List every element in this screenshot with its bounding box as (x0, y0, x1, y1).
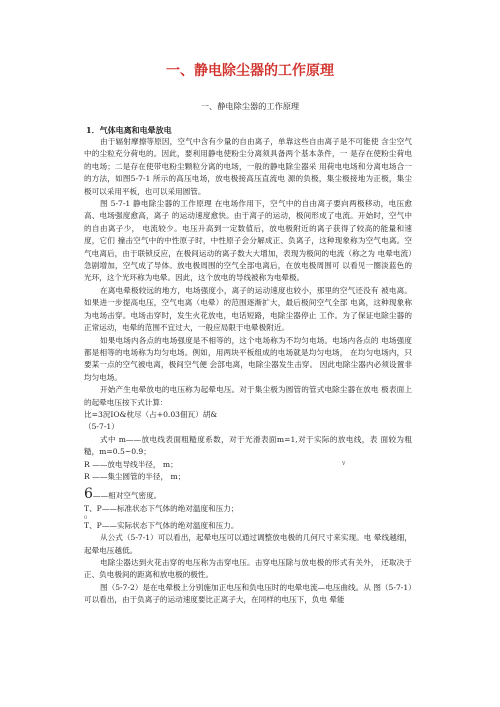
paragraph: 如果电场内各点的电场强度是不相等的，这个电场称为不均匀电场。电场内各点的 电场强度都是相等的电场称为均匀电场。例如，用两块平板组成的电场就是均匀电场， 在均匀电场内，只要某一点的空气被电离，极间空气便 会部电离，电除尘器发生击穿。 因此电除尘器内必须设置非均匀电场。 (84, 335, 412, 382)
paragraph: 开始产生电晕放电的电压称为起晕电压。对于集尘极为圆管的管式电除尘器在放电 极表面上的起晕电压按下式计算： (84, 385, 412, 407)
definition-line: T、P——标准状态下气体的绝对温度和压力； (84, 504, 239, 514)
delta-symbol: 6 (84, 486, 93, 503)
formula: 比=3況IO&枕尽（占+0.03佃瓦）胡& (84, 409, 218, 419)
section-subtitle: 一、静电除尘器的工作原理 (200, 101, 300, 111)
small-mark: 0 (84, 514, 88, 521)
definition-line: T、P——实际状态下气体的绝对温度和压力。 (84, 520, 239, 530)
formula-mark: v (342, 460, 346, 467)
definition-text: ——相对空气密度。 (92, 491, 162, 501)
document-title: 一、静电除尘器的工作原理 (166, 63, 334, 79)
document-body (84, 136, 412, 607)
definition-line: R ——集尘圆管的半径， m； (84, 471, 186, 481)
paragraph: 从公式（5-7-1）可以看出，起晕电压可以通过调整放电极的几何尺寸来实现。电 晕线越细，起晕电压越低。 (84, 533, 412, 555)
paragraph: 在离电晕极较远的地方，电场强度小，离子的运动速度也较小，那里的空气还没有 被电离。如果进一步提高电压，空气电离（电晕）的范围逐渐扩大，最后极间空气全部 电离，这种现象称为电场击穿。电场击穿时，发生火花放电，电话短路，电除尘器停止 工作。为了保证电除尘器的正常运动，电晕的范围不宜过大，一般应局限于电晕极附近。 (84, 285, 412, 333)
paragraph: 式中 m——放电线表面粗糙度系数，对于光滑表面m=1,对于实际的放电线，表 面较为粗糙，m=0.5~0.9； (84, 434, 412, 457)
section-heading: 1．气体电离和电晕放电 (86, 125, 172, 135)
equation-number: （5-7-1） (84, 422, 119, 432)
paragraph: 电除尘器达到火花击穿的电压称为击穿电压。击穿电压除与放电极的形式有关外， 还取决于正、负电极间的距离和放电极的极性。 (84, 558, 412, 580)
definition-line: R ——放电导线半径， m； (84, 459, 178, 469)
paragraph: 由于辐射摩擦等原因，空气中含有少量的自由离子，单靠这些自由离子是不可能使 含尘空气中的尘粒充分荷电的。因此，要利用静电使粉尘分离须具备两个基本条件，一 是存在使粉尘荷电的电场；二是存在使带电粉尘颗粒分离的电场，一般的静电除尘器采 用荷电电场和分离电场合一的方法，如图5-7-1 所示的高压电场，放电极接高压直流电 源的负极，集尘极接地为正极，集尘极可以采用平板，也可以采用圆管。 (84, 137, 412, 196)
definition-line (84, 487, 412, 503)
paragraph: 图 5-7-1 静电除尘器的工作原理 在电场作用下，空气中的自由离子要向两极移动，电压愈高、电场强度愈高，离子 的运动速度愈快。由于离子的运动，极间形成了电流。开始时，空气中的自由离子少， 电流较少。电压升高到一定数值后，放电极附近的离子获得了较高的能量和速度，它们 撞击空气中的中性原子时，中性原子会分解成正、负离子，这种现象称为空气电离。空 气电离后，由于联锁反应，在极间运动的离子数大大增加，表现为极间的电流（称之为 电晕电流）急剧增加，空气成了导体。放电极周围的空气全部电离后，在放电极周围可 以看见一圈淡蓝色的光环，这个光环称为电晕。因此，这个放电的导线被称为电晕极。 (84, 199, 412, 283)
paragraph: 图（5-7-2）是在电晕极上分别施加正电压和负电压时的电晕电流—电压曲线。从 图（5-7-1）可以看出，由于负离子的运动速度要比正离子大，在同样的电压下，负电 晕能 (84, 582, 412, 605)
